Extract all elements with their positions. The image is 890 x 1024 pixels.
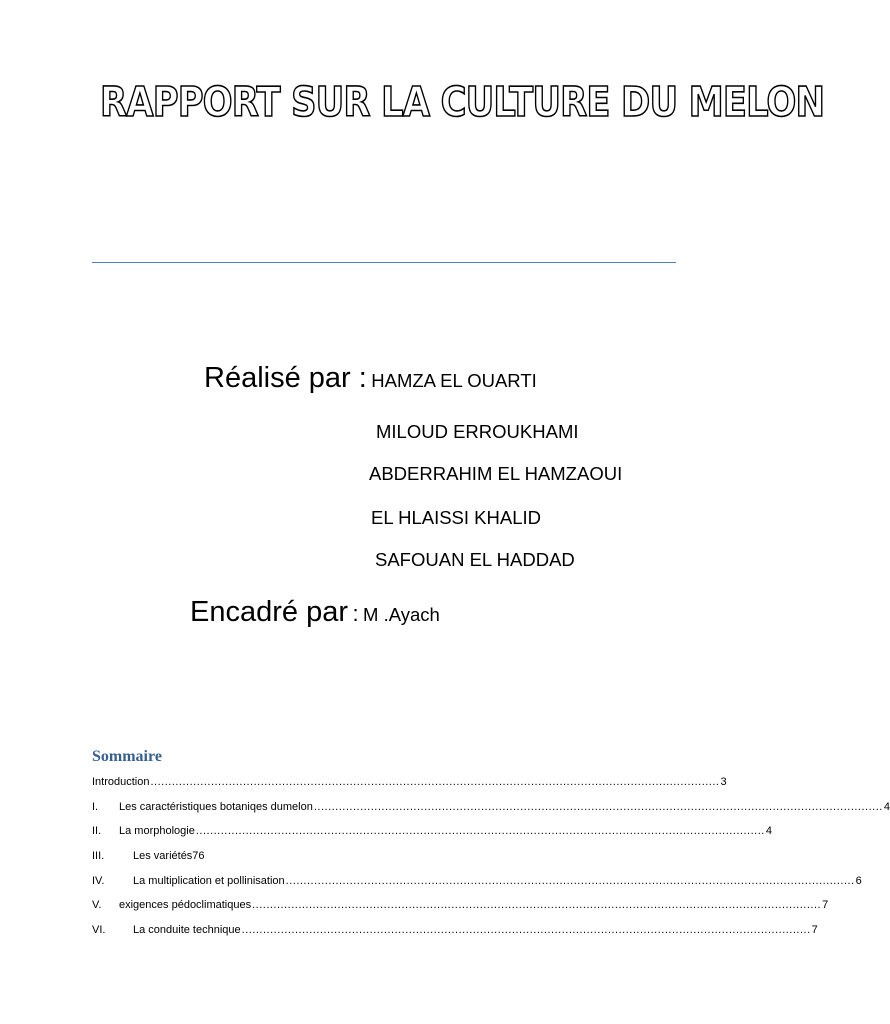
toc-entry-page: 4 [883,800,890,813]
toc-entry[interactable] [92,795,890,820]
supervisor-name: M .Ayach [363,604,440,625]
document-title: RAPPORT SUR LA CULTURE DU MELON [100,78,825,126]
toc-entry-page: 3 [720,776,727,789]
toc-leader-dots: ................................................................................................................................................................ [252,899,822,912]
encadre-par-line [190,596,440,629]
toc-entry[interactable] [92,770,727,795]
horizontal-rule [92,262,676,263]
toc-entry-page: 7 [811,923,818,936]
toc-entry-page: 7 [822,899,829,912]
toc-entry-number: I. [92,800,99,813]
toc-entry-number: II. [92,825,102,838]
toc-entry-title: La conduite technique [133,923,241,936]
toc-leader-dots: ................................................................................................................................................................ [195,825,765,838]
toc-entry-page: 6 [855,874,862,887]
toc-entry-title: Introduction [92,776,150,789]
encadre-colon: : [352,601,359,626]
author-name: SAFOUAN EL HADDAD [375,549,575,570]
table-of-contents [92,770,890,942]
realise-par-line [204,362,537,395]
toc-entry-number: III. [92,850,105,863]
toc-entry[interactable] [92,844,678,869]
toc-entry-title: exigences pédoclimatiques [119,899,252,912]
toc-leader-dots: ................................................................................................................................................................ [285,874,855,887]
author-name: ABDERRAHIM EL HAMZAOUI [369,463,623,484]
toc-entry[interactable] [92,918,818,943]
toc-entry-title: La morphologie [119,825,195,838]
realise-par-label: Réalisé par : [204,362,367,394]
encadre-par-label: Encadré par [190,596,348,628]
author-name: MILOUD ERROUKHAMI [376,421,579,442]
sommaire-heading: Sommaire [92,748,162,765]
toc-leader-dots: ................................................................................................................................................................ [241,923,811,936]
toc-entry-page: 4 [765,825,772,838]
author-name: EL HLAISSI KHALID [371,507,541,528]
toc-entry-number: IV. [92,874,105,887]
toc-entry[interactable] [92,819,772,844]
toc-entry-title: Les variétés76 [133,850,205,863]
toc-entry-title: Les caractéristiques botaniqes dumelon [119,800,313,813]
author-name: HAMZA EL OUARTI [371,370,537,391]
toc-leader-dots: ................................................................................................................................................................ [150,776,720,789]
toc-entry-title: La multiplication et pollinisation [133,874,285,887]
toc-entry-number: V. [92,899,102,912]
toc-entry-number: VI. [92,923,106,936]
toc-entry[interactable] [92,868,862,893]
toc-entry[interactable] [92,893,829,918]
toc-leader-dots: ................................................................................................................................................................ [313,800,883,813]
